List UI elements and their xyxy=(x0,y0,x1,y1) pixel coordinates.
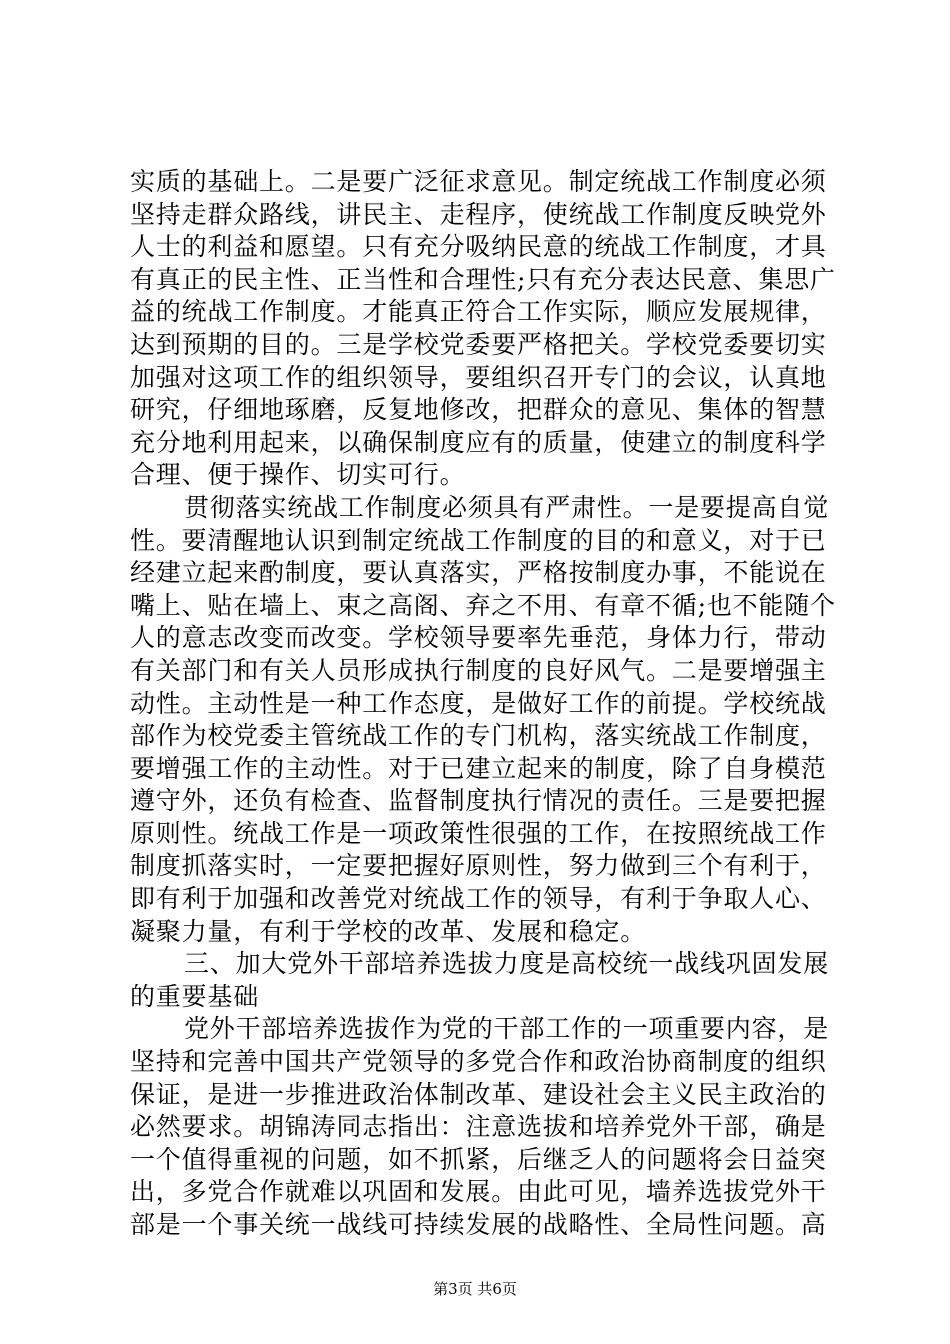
text-line: 一个值得重视的问题，如不抓紧，后继乏人的问题将会日益突 xyxy=(130,1144,827,1174)
paragraph-start-line: 贯彻落实统战工作制度必须具有严肃性。一是要提高自觉 xyxy=(184,492,830,522)
section-heading-line: 三、加大党外干部培养选拔力度是高校统一战线巩固发展 xyxy=(184,949,830,979)
document-body xyxy=(130,166,836,1242)
text-line: 必然要求。胡锦涛同志指出：注意选拔和培养党外干部，确是 xyxy=(130,1112,827,1142)
text-line: 嘴上、贴在墙上、束之高阁、弃之不用、有章不循;也不能随个 xyxy=(130,590,836,620)
text-line: 出，多党合作就难以巩固和发展。由此可见，墙养选拔党外干 xyxy=(130,1177,827,1207)
text-line: 性。要清醒地认识到制定统战工作制度的目的和意义，对于已 xyxy=(130,525,827,555)
text-line: 人的意志改变而改变。学校领导要率先垂范，身体力行，带动 xyxy=(130,623,827,653)
text-line: 有真正的民主性、正当性和合理性;只有充分表达民意、集思广 xyxy=(130,264,836,294)
text-line: 部作为校党委主管统战工作的专门机构，落实统战工作制度， xyxy=(130,721,827,751)
text-line: 坚持走群众路线，讲民主、走程序，使统战工作制度反映党外 xyxy=(130,199,827,229)
text-line: 有关部门和有关人员形成执行制度的良好风气。二是要增强主 xyxy=(130,655,827,685)
text-line: 凝聚力量，有利于学校的改革、发展和稳定。 xyxy=(130,916,647,946)
text-line: 即有利于加强和改善党对统战工作的领导，有利于争取人心、 xyxy=(130,884,827,914)
text-line: 加强对这项工作的组织领导，要组织召开专门的会议，认真地 xyxy=(130,362,827,392)
text-line: 人士的利益和愿望。只有充分吸纳民意的统战工作制度，才具 xyxy=(130,232,827,262)
text-line: 实质的基础上。二是要广泛征求意见。制定统战工作制度必须 xyxy=(130,167,827,196)
text-line: 益的统战工作制度。才能真正符合工作实际，顺应发展规律， xyxy=(130,297,827,327)
text-line: 保证，是进一步推进政治体制改革、建设社会主义民主政治的 xyxy=(130,1079,827,1109)
page-number-footer: 第3页 共6页 xyxy=(433,1280,517,1298)
text-line: 研究，仔细地琢磨，反复地修改，把群众的意见、集体的智慧 xyxy=(130,395,827,425)
text-line: 达到预期的目的。三是学校党委要严格把关。学校党委要切实 xyxy=(130,329,827,359)
text-line: 原则性。统战工作是一项政策性很强的工作，在按照统战工作 xyxy=(130,818,827,848)
text-line: 充分地利用起来，以确保制度应有的质量，使建立的制度科学 xyxy=(130,427,827,457)
paragraph-start-line: 党外干部培养选拔作为党的干部工作的一项重要内容，是 xyxy=(184,1014,830,1044)
text-line: 合理、便于操作、切实可行。 xyxy=(130,460,466,490)
text-line: 动性。主动性是一种工作态度，是做好工作的前提。学校统战 xyxy=(130,688,827,718)
text-line: 要增强工作的主动性。对于已建立起来的制度，除了自身模范 xyxy=(130,753,827,783)
section-heading-line: 的重要基础 xyxy=(130,981,260,1011)
text-line: 部是一个事关统一战线可持续发展的战略性、全局性问题。高 xyxy=(130,1210,827,1239)
text-line: 坚持和完善中国共产党领导的多党合作和政治协商制度的组织 xyxy=(130,1047,827,1077)
text-line: 制度抓落实时，一定要把握好原则性，努力做到三个有利于， xyxy=(130,851,827,881)
text-line: 经建立起来酌制度，要认真落实，严格按制度办事，不能说在 xyxy=(130,558,827,588)
text-line: 遵守外，还负有检查、监督制度执行情况的责任。三是要把握 xyxy=(130,786,827,816)
